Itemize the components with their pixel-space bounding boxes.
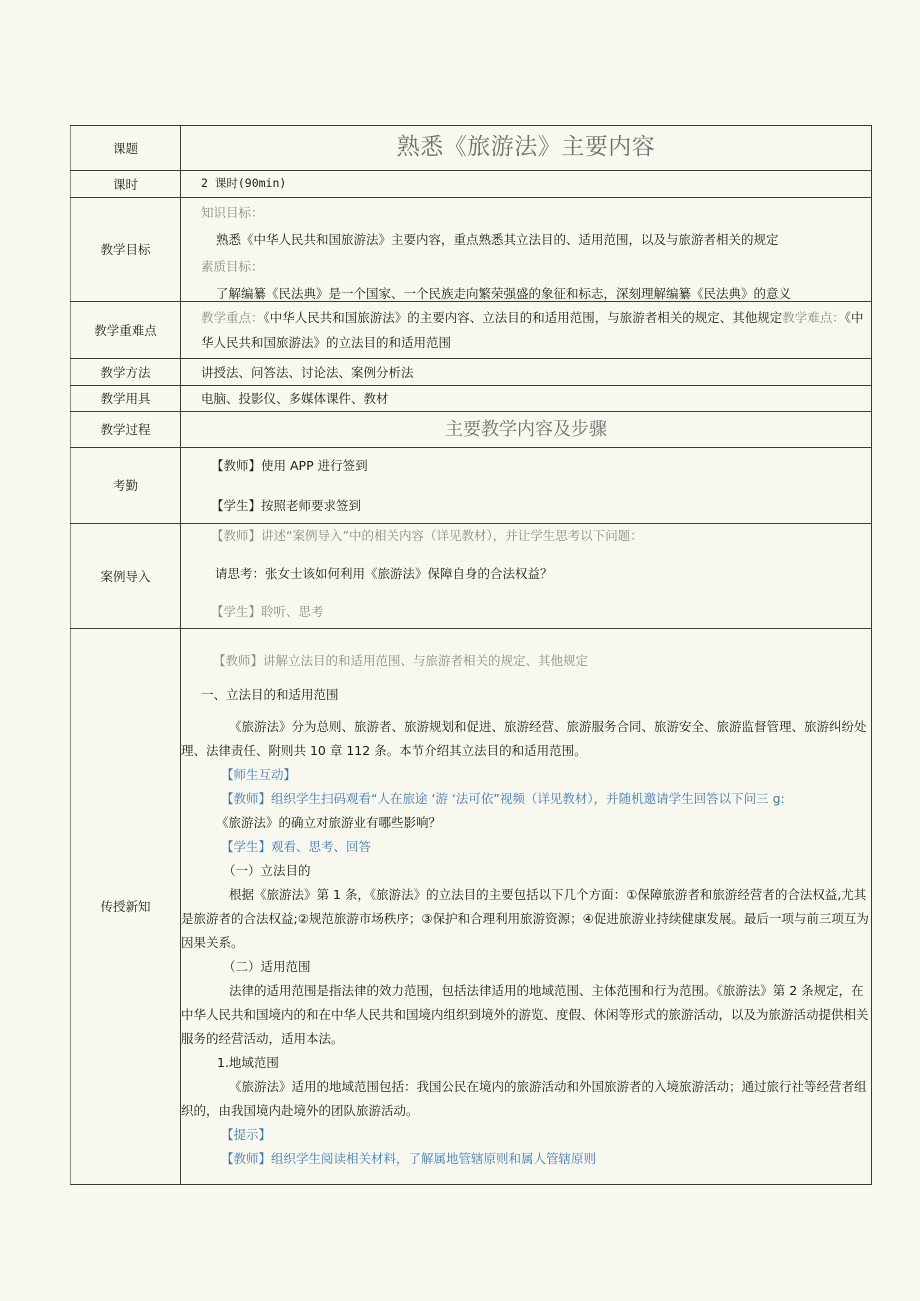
nk-section-1: 一、立法目的和适用范围 [201, 687, 339, 702]
row-case-intro [71, 524, 872, 629]
topic-label: 课题 [71, 126, 181, 171]
row-topic [71, 126, 872, 171]
nk-teacher-intro: 【教师】讲解立法目的和适用范围、与旅游者相关的规定、其他规定 [213, 653, 589, 668]
case-question: 请思考：张女士该如何利用《旅游法》保障自身的合法权益？ [215, 566, 553, 581]
key-text: 《中华人民共和国旅游法》的主要内容、立法目的和适用范围，与旅游者相关的规定、其他规定 [263, 310, 783, 325]
attendance-teacher: 【教师】使用 APP 进行签到 [211, 457, 368, 473]
row-objectives [71, 198, 872, 302]
key-points-label: 教学重难点 [71, 302, 181, 359]
difficult-text: 《中华人民共和国旅游法》的立法目的和适用范围 [201, 310, 864, 350]
nk-item-1: 1.地域范围 [217, 1055, 279, 1070]
nk-tip-teacher: 【教师】组织学生阅读相关材料，了解属地管辖原则和属人管辖原则 [221, 1151, 597, 1166]
new-knowledge-cell [181, 629, 872, 1185]
attendance-cell [181, 448, 872, 524]
hours-label: 课时 [71, 171, 181, 198]
knowledge-text: 熟悉《中华人民共和国旅游法》主要内容，重点熟悉其立法目的、适用范围，以及与旅游者相关的规定 [216, 232, 779, 247]
case-student: 【学生】聆听、思考 [211, 604, 324, 619]
objectives-label: 教学目标 [71, 198, 181, 302]
nk-interaction-student: 【学生】观看、思考、回答 [221, 839, 372, 854]
process-label: 教学过程 [71, 412, 181, 448]
row-new-knowledge [71, 629, 872, 1185]
nk-interaction-question: 《旅游法》的确立对旅游业有哪些影响？ [216, 815, 442, 830]
row-hours [71, 171, 872, 198]
process-header: 主要教学内容及步骤 [445, 418, 607, 440]
row-attendance [71, 448, 872, 524]
row-methods [71, 359, 872, 386]
row-key-points [71, 302, 872, 359]
methods-label: 教学方法 [71, 359, 181, 386]
case-intro-cell [181, 524, 872, 629]
nk-interaction-teacher: 【教师】组织学生扫码观看“人在旅途 ‘游 ‘法可依”视频（详见教材），并随机邀请学生回答以下问三 g: [221, 791, 785, 806]
attendance-student: 【学生】按照老师要求签到 [211, 497, 362, 513]
key-heading: 教学重点： [201, 310, 264, 325]
knowledge-heading: 知识目标： [201, 205, 264, 220]
attendance-label: 考勤 [71, 448, 181, 524]
nk-sub-2-para: 法律的适用范围是指法律的效力范围，包括法律适用的地域范围、主体范围和行为范围。《旅游法》第 2 条规定，在中华人民共和国境内的和在中华人民共和国境内组织到境外的游览、度假、休闲等形式的旅游活动，以及为旅游活动提供相关服务的经营活动，适用本法。 [181, 983, 869, 1046]
quality-text: 了解编纂《民法典》是一个国家、一个民族走向繁荣强盛的象征和标志，深刻理解编纂《民法典》的意义 [216, 286, 792, 301]
nk-section-1-para: 《旅游法》分为总则、旅游者、旅游规划和促进、旅游经营、旅游服务合同、旅游安全、旅游监督管理、旅游纠纷处理、法律责任、附则共 10 章 112 条。本节介绍其立法目的和适用范围。 [181, 719, 867, 758]
nk-sub-1-para: 根据《旅游法》第 1 条，《旅游法》的立法目的主要包括以下几个方面：①保障旅游者和旅游经营者的合法权益,尤其是旅游者的合法权益;②规范旅游市场秩序；③保护和合理利用旅游资源；④促进旅游业持续健康发展。最后一项与前三项互为因果关系。 [181, 887, 869, 950]
lesson-title: 熟悉《旅游法》主要内容 [396, 134, 656, 161]
nk-sub-1: （一）立法目的 [223, 863, 311, 878]
hours-value: 2 课时(90min) [181, 171, 872, 198]
case-teacher: 【教师】讲述“案例导入”中的相关内容（详见教材），并让学生思考以下问题： [211, 528, 643, 543]
nk-interaction-heading: 【师生互动】 [221, 767, 297, 782]
nk-tip-heading: 【提示】 [221, 1127, 272, 1142]
quality-heading: 素质目标： [201, 259, 264, 274]
tools-label: 教学用具 [71, 386, 181, 412]
new-knowledge-label: 传授新知 [71, 629, 181, 1185]
row-process-header [71, 412, 872, 448]
nk-item-1-para: 《旅游法》适用的地域范围包括：我国公民在境内的旅游活动和外国旅游者的入境旅游活动；通过旅行社等经营者组织的，由我国境内赴境外的团队旅游活动。 [181, 1079, 867, 1118]
objectives-cell [181, 198, 872, 302]
key-points-cell [181, 302, 872, 359]
nk-sub-2: （二）适用范围 [223, 959, 311, 974]
lesson-plan-table [70, 125, 872, 1185]
process-header-cell [181, 412, 872, 448]
methods-value: 讲授法、问答法、讨论法、案例分析法 [181, 359, 872, 386]
row-tools [71, 386, 872, 412]
difficult-heading: 教学难点： [782, 310, 845, 325]
topic-cell [181, 126, 872, 171]
tools-value: 电脑、投影仪、多媒体课件、教材 [181, 386, 872, 412]
case-intro-label: 案例导入 [71, 524, 181, 629]
